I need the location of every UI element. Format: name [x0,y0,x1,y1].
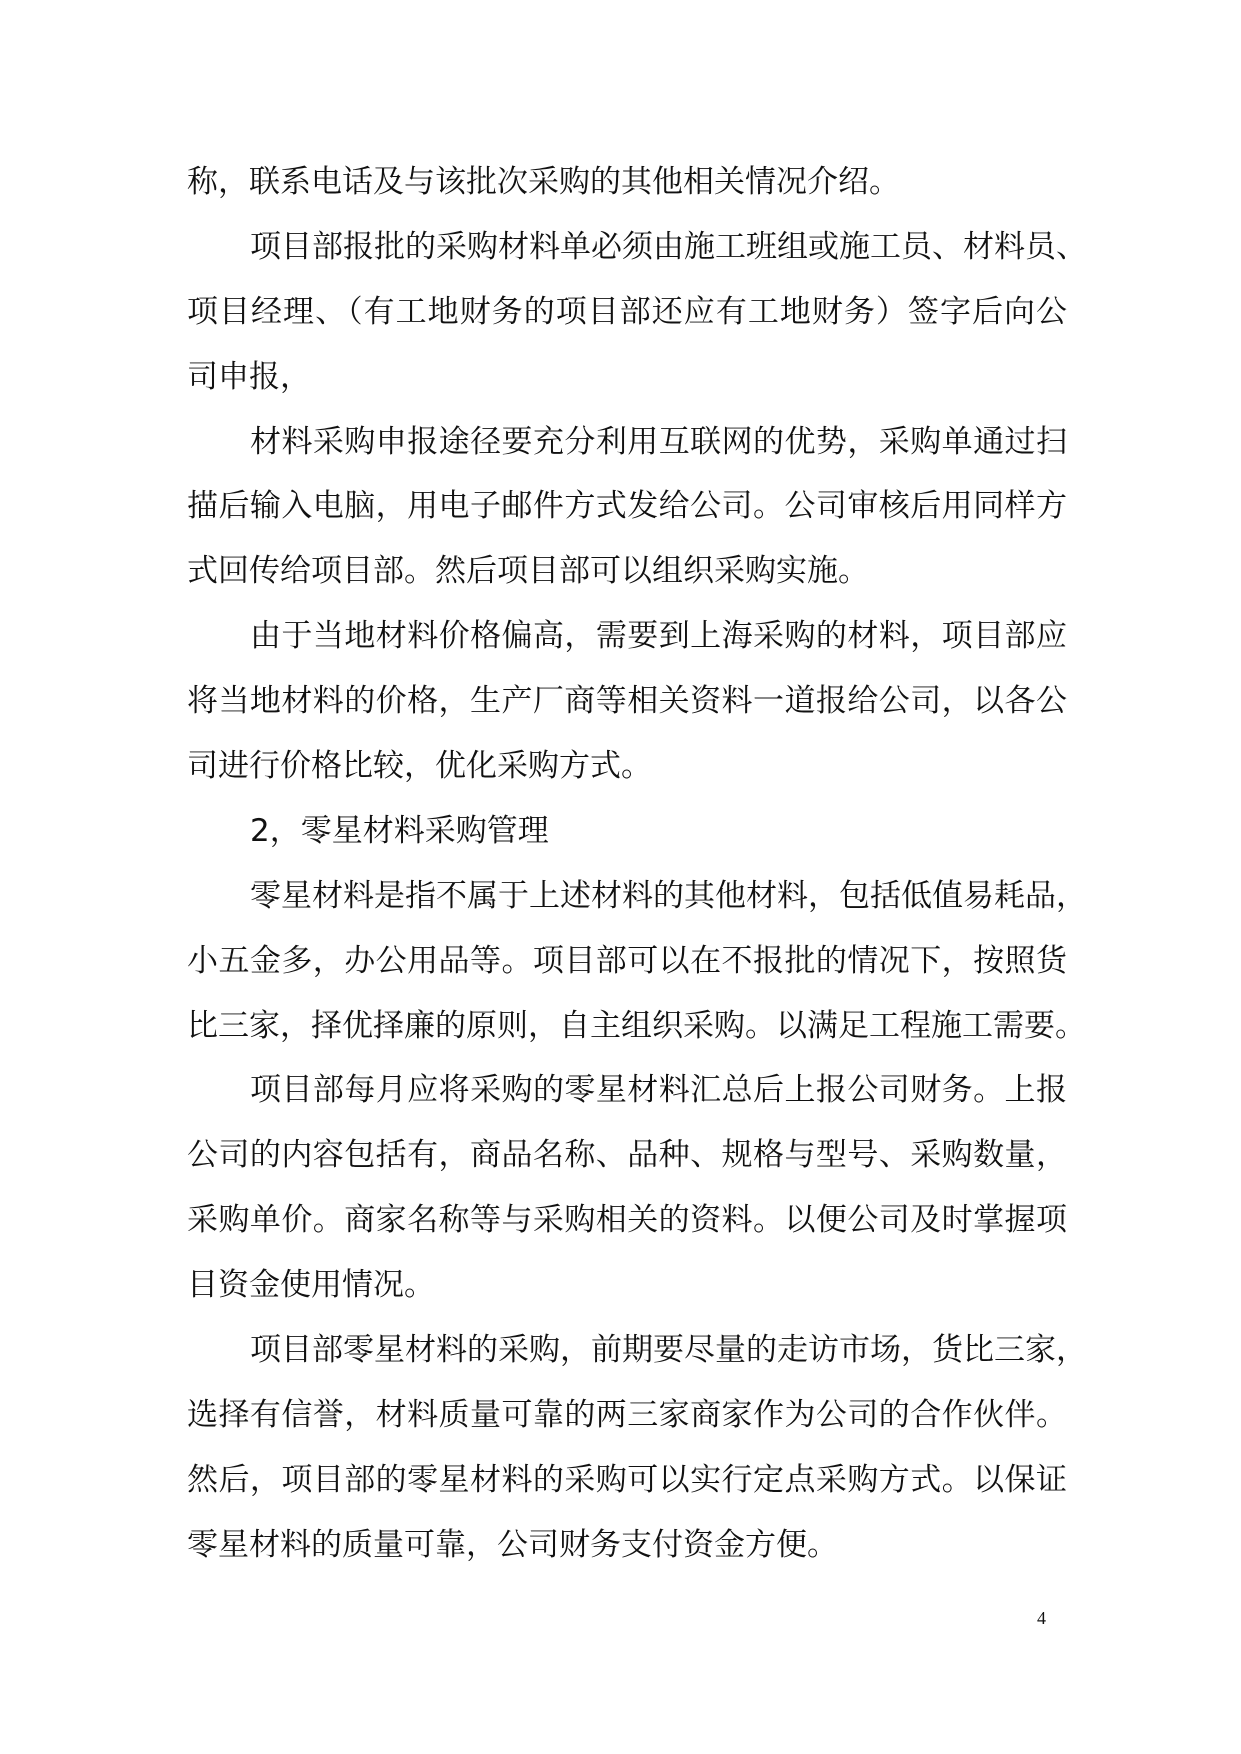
section-heading [187,799,1067,864]
text-line: 然后，项目部的零星材料的采购可以实行定点采购方式。以保证 [187,1461,1067,1498]
text-line: 零星材料的质量可靠，公司财务支付资金方便。 [187,1526,838,1563]
text-line: 项目部零星材料的采购，前期要尽量的走访市场，货比三家， [250,1332,1087,1369]
paragraph [187,1318,1087,1578]
text-line: 比三家，择优择廉的原则，自主组织采购。以满足工程施工需要。 [187,1007,1086,1044]
text-line: 零星材料是指不属于上述材料的其他材料，包括低值易耗品， [250,877,1087,914]
paragraph [187,1058,1067,1318]
text-line: 采购单价。商家名称等与采购相关的资料。以便公司及时掌握项 [187,1202,1067,1239]
text-line: 式回传给项目部。然后项目部可以组织采购实施。 [187,553,869,590]
paragraph [187,410,1067,605]
paragraph [187,604,1067,799]
text-line: 项目部报批的采购材料单必须由施工班组或施工员、材料员、 [250,228,1087,265]
text-line: 项目部每月应将采购的零星材料汇总后上报公司财务。上报 [250,1072,1067,1109]
text-line: 描后输入电脑，用电子邮件方式发给公司。公司审核后用同样方 [187,488,1067,525]
text-line: 称，联系电话及与该批次采购的其他相关情况介绍。 [187,164,900,200]
text-line: 司申报， [187,358,311,395]
page-number: 4 [1037,1608,1046,1628]
paragraph [187,864,1087,1059]
text-line: 将当地材料的价格，生产厂商等相关资料一道报给公司，以各公 [187,683,1067,720]
text-line: 材料采购申报途径要充分利用互联网的优势，采购单通过扫 [250,423,1067,460]
text-line: 选择有信誉，材料质量可靠的两三家商家作为公司的合作伙伴。 [187,1396,1067,1433]
text-line: 小五金多，办公用品等。项目部可以在不报批的情况下，按照货 [187,942,1067,979]
paragraph [187,215,1087,410]
text-line: 项目经理、（有工地财务的项目部还应有工地财务）签字后向公 [187,293,1067,330]
text-line: 2，零星材料采购管理 [250,812,549,849]
text-line: 由于当地材料价格偏高，需要到上海采购的材料，项目部应 [250,618,1067,655]
text-line: 公司的内容包括有，商品名称、品种、规格与型号、采购数量， [187,1137,1067,1174]
paragraph [187,150,1067,215]
text-line: 司进行价格比较，优化采购方式。 [187,748,652,785]
document-body [187,150,1087,1578]
text-line: 目资金使用情况。 [187,1267,435,1304]
